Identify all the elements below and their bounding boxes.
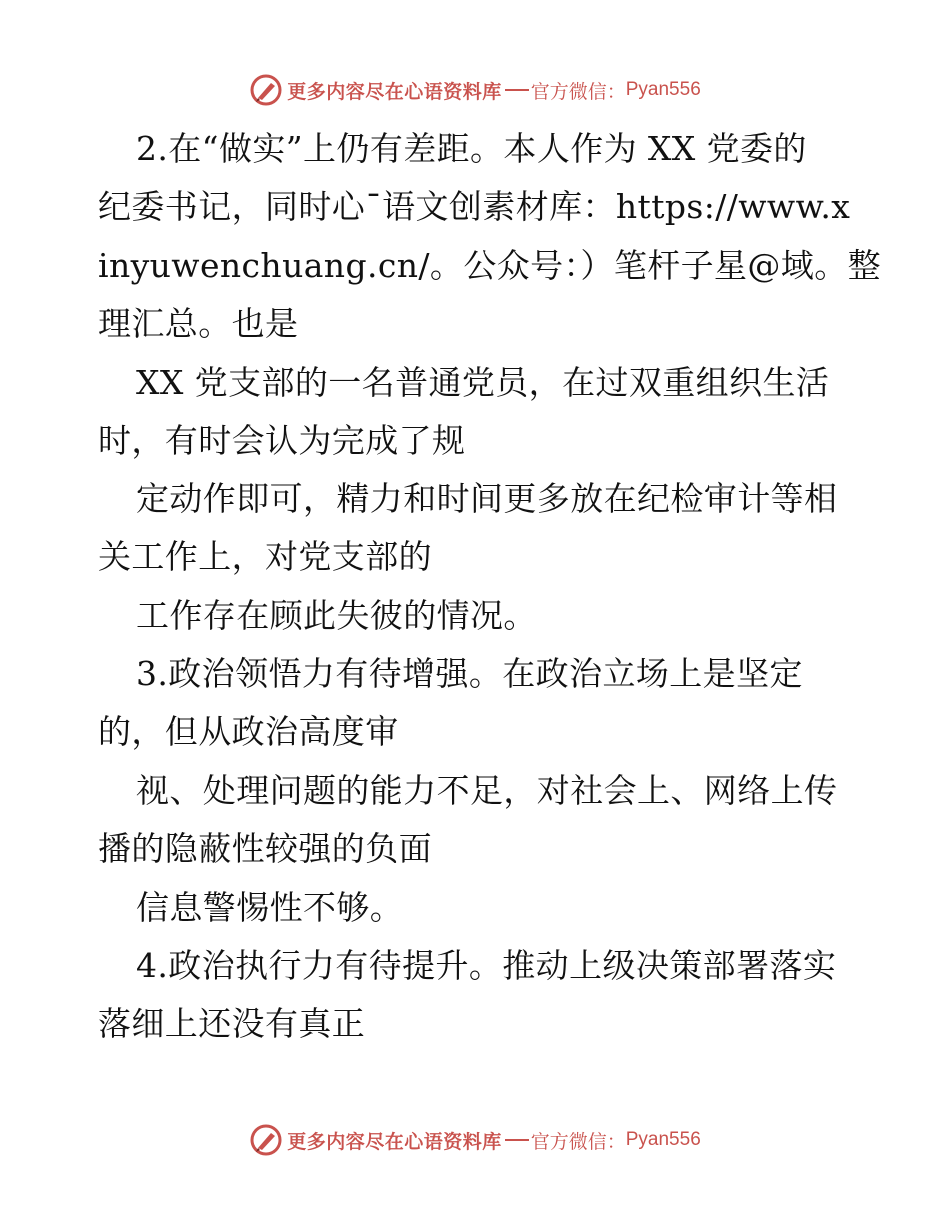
banner-slogan: 更多内容尽在心语资料库 [287, 80, 502, 103]
body-line: 的，但从政治高度审 [98, 712, 399, 751]
body-line: XX 党支部的一名普通党员，在过双重组织生活 [136, 363, 830, 402]
body-line: 时，有时会认为完成了规 [98, 421, 466, 460]
banner-wechat-id: Pyan556 [625, 1129, 701, 1150]
body-line: 理汇总。也是 [98, 304, 299, 343]
body-line: 纪委书记，同时心¯语文创素材库：https://www.x [98, 187, 851, 226]
body-line: 工作存在顾此失彼的情况。 [136, 596, 537, 635]
body-line: 落细上还没有真正 [98, 1004, 366, 1043]
banner-wechat-label: 官方微信： [530, 1130, 626, 1153]
banner-dash [505, 89, 529, 91]
pen-logo-icon [249, 1123, 283, 1157]
body-line: 视、处理问题的能力不足，对社会上、网络上传 [136, 771, 838, 810]
banner-dash [505, 1139, 529, 1141]
banner-slogan: 更多内容尽在心语资料库 [287, 1130, 502, 1153]
footer-banner [0, 1120, 950, 1160]
banner-wechat-label: 官方微信： [530, 80, 626, 103]
banner-wechat-id: Pyan556 [625, 79, 701, 100]
body-line: 4.政治执行力有待提升。推动上级决策部署落实 [136, 946, 837, 985]
body-line: 关工作上，对党支部的 [98, 537, 432, 576]
body-line: 定动作即可，精力和时间更多放在纪检审计等相 [136, 479, 838, 518]
header-banner [0, 70, 950, 110]
body-line: 3.政治领悟力有待增强。在政治立场上是坚定 [136, 654, 803, 693]
body-line: inyuwenchuang.cn/。公众号：）笔杆子星@域。整 [98, 246, 882, 285]
body-line: 信息警惕性不够。 [136, 888, 404, 927]
body-line: 播的隐蔽性较强的负面 [98, 829, 432, 868]
pen-logo-icon [249, 73, 283, 107]
body-line: 2.在“做实”上仍有差距。本人作为 XX 党委的 [136, 129, 807, 168]
